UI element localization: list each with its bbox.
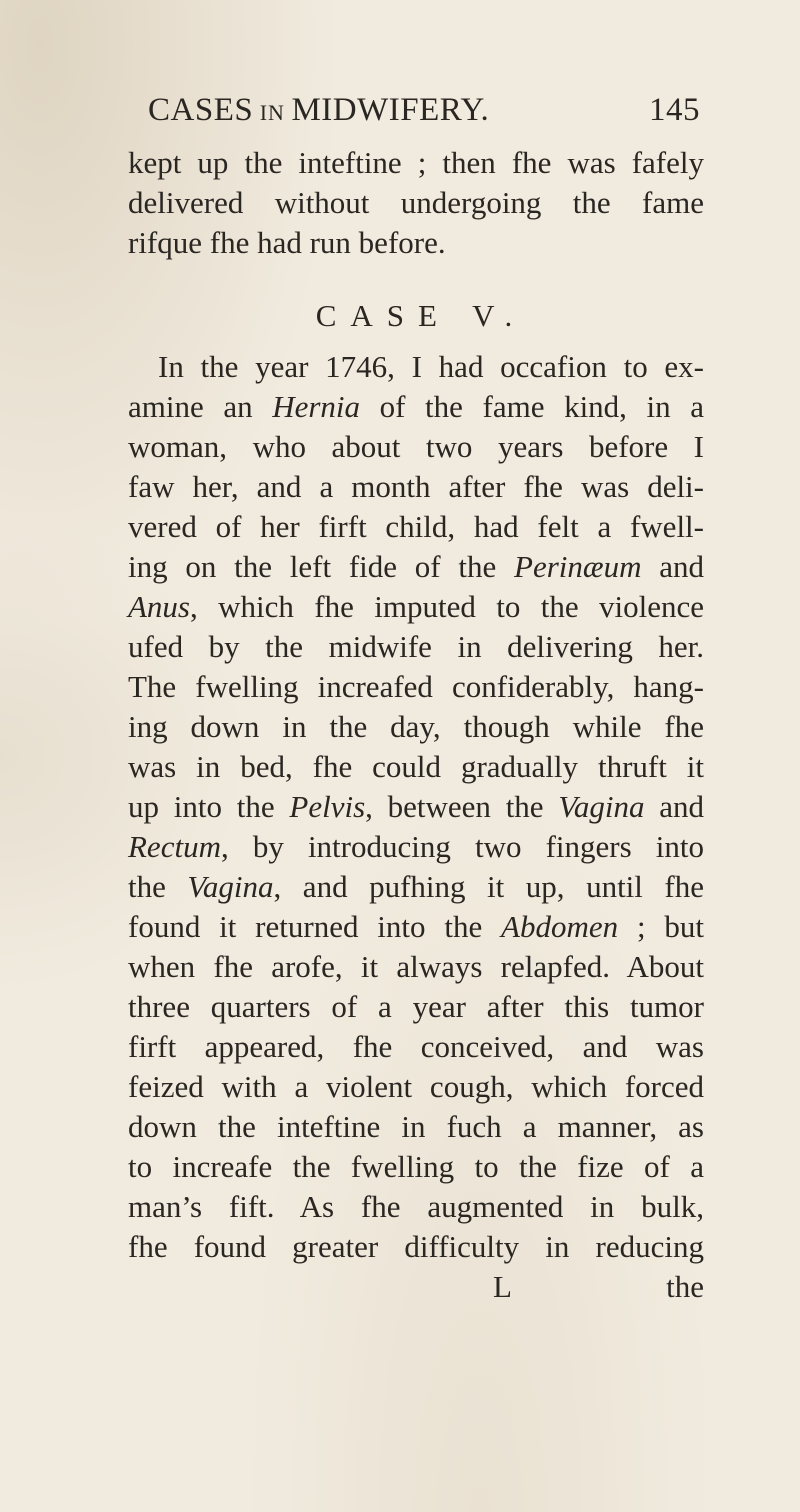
text-line [128, 907, 704, 947]
body-text [128, 143, 704, 1307]
text-run: ing on the left fide of the [128, 549, 515, 584]
text-line [128, 827, 704, 867]
text-run: found it returned into the [128, 909, 502, 944]
italic-term: Vagina [558, 789, 645, 824]
text-line [128, 867, 704, 907]
text-run: , by introducing two fingers into [220, 829, 704, 864]
text-line [128, 587, 704, 627]
text-line: fhe found greater difficulty in reducing [128, 1229, 704, 1264]
text-line: was in bed, fhe could gradually thruft it [128, 749, 704, 784]
text-line [128, 787, 704, 827]
running-head [148, 92, 489, 129]
text-line: to increafe the fwelling to the fize of a [128, 1149, 704, 1184]
case-heading: CASE V. [315, 298, 527, 333]
italic-term: Pelvis [289, 789, 366, 824]
text-line: In the year 1746, I had occafion to ex- [158, 349, 704, 384]
text-line: faw her, and a month after fhe was deli- [128, 469, 704, 504]
page-number: 145 [649, 92, 700, 128]
text-line [128, 547, 704, 587]
text-line: delivered without undergoing the fame [128, 185, 704, 220]
text-run: amine an [128, 389, 273, 424]
page-header [148, 92, 700, 138]
text-line [128, 387, 704, 427]
signature-mark: L [493, 1269, 512, 1304]
italic-term: Rectum [128, 829, 221, 864]
running-head-in: IN [253, 100, 292, 125]
text-run: and [641, 549, 704, 584]
text-line: kept up the inteftine ; then fhe was fafely [128, 145, 704, 180]
text-run: and [644, 789, 704, 824]
italic-term: Abdomen [501, 909, 619, 944]
italic-term: Perinæum [514, 549, 642, 584]
text-line: ufed by the midwife in delivering her. [128, 629, 704, 664]
text-run: the [128, 869, 188, 904]
italic-term: Hernia [272, 389, 361, 424]
text-line: feized with a violent cough, which forced [128, 1069, 704, 1104]
text-run: of the fame kind, in a [360, 389, 704, 424]
text-line: firft appeared, fhe conceived, and was [128, 1029, 704, 1064]
running-head-cases: CASES [148, 92, 254, 128]
text-line: down the inteftine in fuch a manner, as [128, 1109, 704, 1144]
text-line: three quarters of a year after this tumor [128, 989, 704, 1024]
text-line: The fwelling increafed confiderably, hang- [128, 669, 704, 704]
footer-line [128, 1267, 704, 1307]
catchword: the [666, 1269, 704, 1304]
text-line: vered of her firft child, had felt a fwell- [128, 509, 704, 544]
text-line: when fhe arofe, it always relapfed. About [128, 949, 704, 984]
text-run: ; but [618, 909, 704, 944]
text-run: , between the [365, 789, 559, 824]
text-line: man’s fift. As fhe augmented in bulk, [128, 1189, 704, 1224]
text-line: woman, who about two years before I [128, 429, 704, 464]
running-head-midwifery: MIDWIFERY. [291, 92, 490, 128]
text-run: up into the [128, 789, 290, 824]
text-line: rifque fhe had run before. [128, 225, 446, 260]
text-line: ing down in the day, though while fhe [128, 709, 704, 744]
text-run: , and pufhing it up, until fhe [273, 869, 705, 904]
italic-term: Vagina [187, 869, 274, 904]
text-run: , which fhe imputed to the violence [190, 589, 704, 624]
italic-term: Anus [128, 589, 190, 624]
